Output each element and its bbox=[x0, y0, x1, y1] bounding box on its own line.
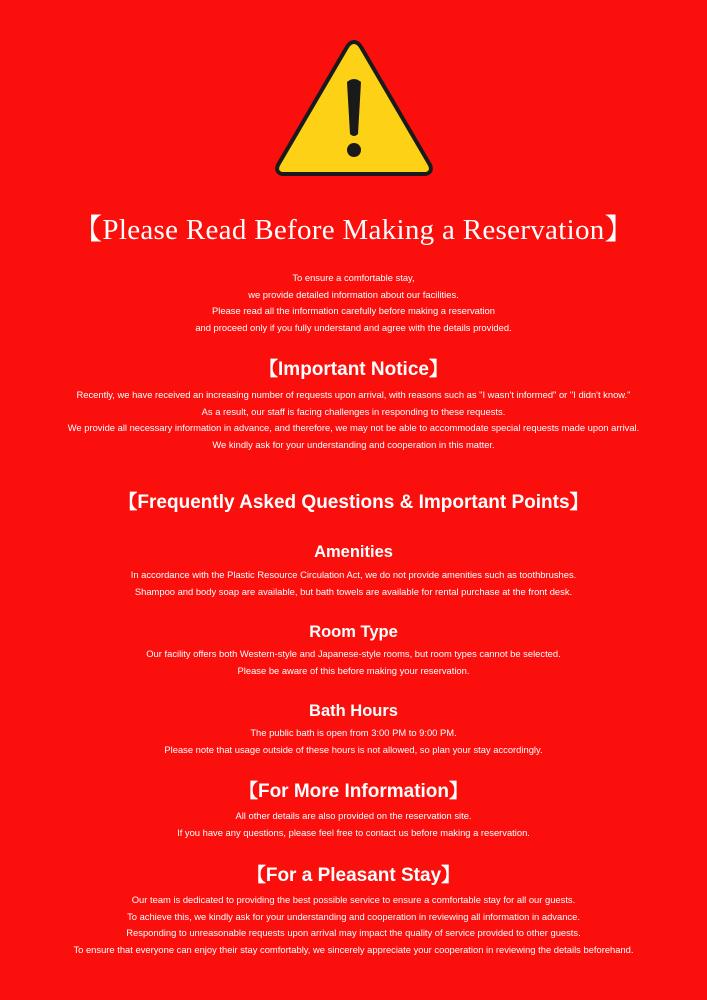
room-type-text bbox=[0, 646, 707, 679]
faq-heading: 【Frequently Asked Questions & Important Points】 bbox=[118, 492, 589, 513]
pleasant-stay-line: To ensure that everyone can enjoy their stay comfortably, we sincerely appreciate your cooperation in reviewing the details beforehand. bbox=[73, 943, 634, 955]
amenities-section bbox=[0, 541, 707, 563]
amenities-heading: Amenities bbox=[314, 543, 393, 561]
pleasant-stay-heading: 【For a Pleasant Stay】 bbox=[246, 865, 461, 886]
notice-line: We provide all necessary information in advance, and therefore, we may not be able to accommodate special requests made upon arrival. bbox=[67, 422, 640, 434]
warning-triangle-icon bbox=[272, 36, 436, 180]
bath-hours-section bbox=[0, 700, 707, 722]
intro-line: Please read all the information carefully before making a reservation bbox=[212, 305, 495, 317]
bath-hours-line: The public bath is open from 3:00 PM to 9:00 PM. bbox=[250, 727, 457, 738]
notice-line: As a result, our staff is facing challenges in responding to these requests. bbox=[201, 405, 506, 417]
room-type-line: Our facility offers both Western-style and Japanese-style rooms, but room types cannot be selected. bbox=[146, 648, 561, 659]
room-type-line: Please be aware of this before making your reservation. bbox=[237, 664, 470, 676]
notice-line: Recently, we have received an increasing number of requests upon arrival, with reasons such as "I wasn't informed" or "I didn't know." bbox=[76, 389, 631, 400]
page-title: 【Please Read Before Making a Reservation】 bbox=[73, 214, 634, 246]
room-type-heading: Room Type bbox=[309, 623, 398, 641]
intro-text bbox=[0, 270, 707, 336]
bath-hours-line: Please note that usage outside of these hours is not allowed, so plan your stay accordingly. bbox=[164, 743, 543, 755]
pleasant-stay-line: Responding to unreasonable requests upon arrival may impact the quality of service provided to other guests. bbox=[126, 927, 581, 939]
important-notice-section bbox=[0, 358, 707, 382]
intro-line: To ensure a comfortable stay, bbox=[292, 272, 415, 283]
more-info-heading: 【For More Information】 bbox=[238, 781, 469, 802]
intro-line: we provide detailed information about our facilities. bbox=[248, 288, 459, 300]
bath-hours-heading: Bath Hours bbox=[309, 702, 398, 720]
pleasant-stay-line: Our team is dedicated to providing the best possible service to ensure a comfortable stay for all our guests. bbox=[131, 894, 576, 905]
more-info-line: If you have any questions, please feel free to contact us before making a reservation. bbox=[177, 826, 530, 838]
more-info-line: All other details are also provided on the reservation site. bbox=[235, 810, 472, 821]
important-notice-text bbox=[0, 387, 707, 453]
amenities-line: In accordance with the Plastic Resource Circulation Act, we do not provide amenities such as toothbrushes. bbox=[130, 569, 577, 580]
notice-line: We kindly ask for your understanding and cooperation in this matter. bbox=[212, 438, 495, 450]
bath-hours-text bbox=[0, 725, 707, 758]
more-info-section bbox=[0, 780, 707, 804]
intro-line: and proceed only if you fully understand and agree with the details provided. bbox=[195, 321, 512, 333]
more-info-text bbox=[0, 808, 707, 841]
amenities-line: Shampoo and body soap are available, but bath towels are available for rental purchase at the front desk. bbox=[134, 585, 573, 597]
pleasant-stay-line: To achieve this, we kindly ask for your understanding and cooperation in reviewing all information in advance. bbox=[127, 910, 580, 922]
room-type-section bbox=[0, 621, 707, 643]
pleasant-stay-section bbox=[0, 864, 707, 888]
pleasant-stay-text bbox=[0, 892, 707, 958]
important-notice-heading: 【Important Notice】 bbox=[259, 359, 448, 380]
faq-section bbox=[0, 491, 707, 515]
amenities-text bbox=[0, 567, 707, 600]
